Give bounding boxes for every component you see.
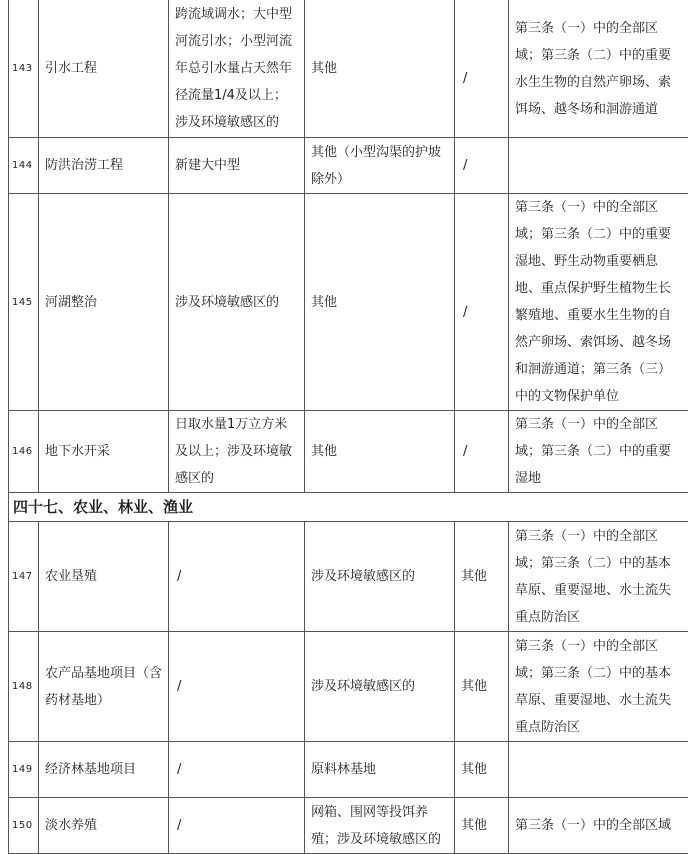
table-row bbox=[9, 411, 688, 493]
row-number: 143 bbox=[9, 0, 39, 138]
form-criteria: 其他（小型沟渠的护坡除外） bbox=[305, 138, 455, 194]
row-number: 144 bbox=[9, 138, 39, 194]
report-criteria: 新建大中型 bbox=[169, 138, 305, 194]
form-criteria: 其他 bbox=[305, 411, 455, 493]
row-number: 148 bbox=[9, 632, 39, 742]
table-row bbox=[9, 138, 688, 194]
registration-criteria: 其他 bbox=[455, 798, 509, 854]
section-title: 四十七、农业、林业、渔业 bbox=[9, 493, 688, 522]
sensitive-area-definition: 第三条（一）中的全部区域；第三条（二）中的重要水生生物的自然产卵场、索饵场、越冬场和洄游通道 bbox=[509, 0, 688, 138]
table-row bbox=[9, 522, 688, 632]
table-row bbox=[9, 632, 688, 742]
row-number: 145 bbox=[9, 194, 39, 411]
project-name: 引水工程 bbox=[39, 0, 169, 138]
table-row bbox=[9, 798, 688, 854]
registration-criteria: / bbox=[455, 194, 509, 411]
sensitive-area-definition: 第三条（一）中的全部区域；第三条（二）中的基本草原、重要湿地、水土流失重点防治区 bbox=[509, 522, 688, 632]
report-criteria: 日取水量1万立方米及以上；涉及环境敏感区的 bbox=[169, 411, 305, 493]
sensitive-area-definition bbox=[509, 138, 688, 194]
report-criteria: / bbox=[169, 798, 305, 854]
form-criteria: 涉及环境敏感区的 bbox=[305, 632, 455, 742]
sensitive-area-definition: 第三条（一）中的全部区域；第三条（二）中的基本草原、重要湿地、水土流失重点防治区 bbox=[509, 632, 688, 742]
table-row bbox=[9, 194, 688, 411]
row-number: 150 bbox=[9, 798, 39, 854]
row-number: 147 bbox=[9, 522, 39, 632]
project-name: 农业垦殖 bbox=[39, 522, 169, 632]
row-number: 146 bbox=[9, 411, 39, 493]
report-criteria: / bbox=[169, 742, 305, 798]
project-name: 农产品基地项目（含药材基地） bbox=[39, 632, 169, 742]
sensitive-area-definition: 第三条（一）中的全部区域；第三条（二）中的重要湿地、野生动物重要栖息地、重点保护野生植物生长繁殖地、重要水生生物的自然产卵场、索饵场、越冬场和洄游通道；第三条（三）中的文物保护单位 bbox=[509, 194, 688, 411]
report-criteria: 涉及环境敏感区的 bbox=[169, 194, 305, 411]
form-criteria: 原料林基地 bbox=[305, 742, 455, 798]
project-name: 淡水养殖 bbox=[39, 798, 169, 854]
report-criteria: / bbox=[169, 522, 305, 632]
report-criteria: 跨流域调水；大中型河流引水；小型河流年总引水量占天然年径流量1/4及以上；涉及环境敏感区的 bbox=[169, 0, 305, 138]
sensitive-area-definition: 第三条（一）中的全部区域；第三条（二）中的重要湿地 bbox=[509, 411, 688, 493]
project-name: 河湖整治 bbox=[39, 194, 169, 411]
form-criteria: 涉及环境敏感区的 bbox=[305, 522, 455, 632]
eia-classification-table bbox=[8, 0, 688, 854]
report-criteria: / bbox=[169, 632, 305, 742]
registration-criteria: 其他 bbox=[455, 632, 509, 742]
registration-criteria: 其他 bbox=[455, 522, 509, 632]
form-criteria: 网箱、围网等投饵养殖；涉及环境敏感区的 bbox=[305, 798, 455, 854]
registration-criteria: 其他 bbox=[455, 742, 509, 798]
registration-criteria: / bbox=[455, 411, 509, 493]
registration-criteria: / bbox=[455, 0, 509, 138]
row-number: 149 bbox=[9, 742, 39, 798]
table-row bbox=[9, 0, 688, 138]
form-criteria: 其他 bbox=[305, 194, 455, 411]
project-name: 地下水开采 bbox=[39, 411, 169, 493]
sensitive-area-definition: 第三条（一）中的全部区域 bbox=[509, 798, 688, 854]
registration-criteria: / bbox=[455, 138, 509, 194]
table-row bbox=[9, 742, 688, 798]
project-name: 防洪治涝工程 bbox=[39, 138, 169, 194]
project-name: 经济林基地项目 bbox=[39, 742, 169, 798]
form-criteria: 其他 bbox=[305, 0, 455, 138]
sensitive-area-definition bbox=[509, 742, 688, 798]
section-header-row bbox=[9, 493, 688, 522]
